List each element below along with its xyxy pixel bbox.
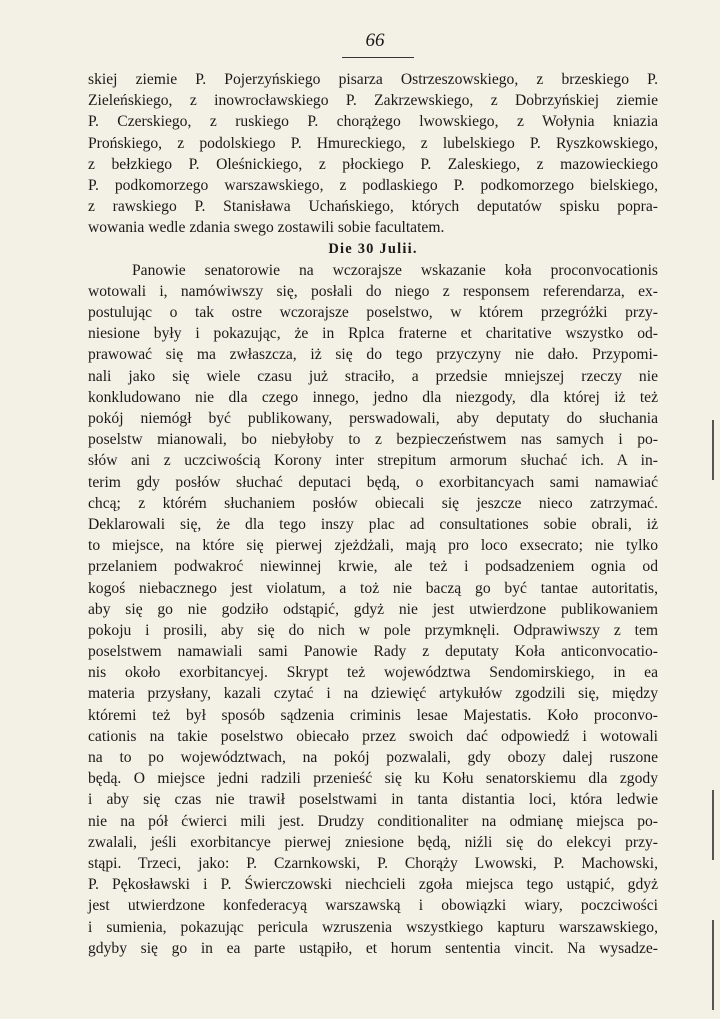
text-line: cationis na takie poselstwo obiecało przez swoich dać odpowiedź i wotowali: [88, 727, 658, 745]
text-line: Prońskiego, z podolskiego P. Hmureckiego, z lubelskiego P. Ryszkowskiego,: [88, 134, 658, 152]
text-line: nali jako się wiele czasu już straciło, a przedsie mniejszej rzeczy nie: [88, 367, 658, 385]
text-line: zwalali, jeśli exorbitancye pierwej zniesione będą, niźli się do elekcyi przy-: [88, 833, 658, 851]
text-line: pokój niemógł być publikowany, perswadowali, aby deputaty do słuchania: [88, 410, 658, 427]
text-line: nis około exorbitancyej. Skrypt też województwa Sendomirskiego, in ea: [88, 664, 658, 682]
page-number-rule: [342, 57, 414, 58]
text-line: wowania wedle zdania swego zostawili sobie facultatem.: [88, 219, 445, 237]
margin-mark: [712, 420, 720, 480]
text-line: to miejsce, na które się pierwej zjeżdżali, mają pro loco exsecrato; nie tylko: [88, 537, 658, 555]
text-line: będą. O miejsce jedni radzili przenieść się ku Kołu senatorskiemu dla zgody: [88, 770, 658, 788]
text-line: P. Czerskiego, z ruskiego P. chorążego lwowskiego, z Wołynia kniazia: [88, 113, 658, 131]
text-line: wotowali i, namówiwszy się, posłali do niego z responsem referendarza, ex-: [88, 282, 658, 300]
text-line: Zieleńskiego, z inowrocławskiego P. Zakrzewskiego, z Dobrzyńskiej ziemie: [88, 92, 658, 110]
text-line: P. Pękosławski i P. Świerczowski niechcieli zgoła miejsca tego ustąpić, gdyż: [88, 876, 658, 894]
margin-mark: [712, 790, 720, 860]
text-line: na to po województwach, na pokój pozwalali, gdy obozy dalej ruszone: [88, 749, 658, 766]
text-line: poselstwem namawiali sami Panowie Rady z deputaty Koła anticonvocatio-: [88, 643, 658, 661]
text-line: kogoś niebacznego jest violatum, a toż nie baczą go być tantae autoritatis,: [88, 579, 658, 597]
page-number: 66: [365, 30, 385, 51]
text-line: materia przysłany, kazali czytać i na dziewięć artykułów zgodzili się, między: [88, 685, 658, 703]
text-line: przelaniem podwakroć niewinnej krwie, ale też i podsadzeniem ognia od: [88, 558, 658, 576]
text-line: i aby się czas nie trawił poselstwami in tanta distantia loci, która ledwie: [88, 791, 658, 809]
text-line: stąpi. Trzeci, jako: P. Czarnkowski, P. Chorąży Lwowski, P. Machowski,: [88, 854, 658, 872]
text-line: niesione były i pokazując, że in Rplca fraterne et charitative wszystko od-: [88, 325, 658, 343]
text-line: jest utwierdzone konfederacyą warszawską i obowiązki wiary, poczciwości: [88, 897, 658, 915]
text-line: i sumienia, pokazując pericula wzruszenia wszystkiego kapturu warszawskiego,: [88, 918, 658, 936]
text-line: Panowie senatorowie na wczorajsze wskazanie koła proconvocationis: [132, 261, 658, 279]
text-line: z bełzkiego P. Oleśnickiego, z płockiego P. Zaleskiego, z mazowieckiego: [88, 155, 658, 173]
text-line: P. podkomorzego warszawskiego, z podlaskiego P. podkomorzego bielskiego,: [88, 176, 658, 194]
text-line: nie na pół ćwierci mili jest. Drudzy conditionaliter na odmianę miejsca po-: [88, 812, 658, 830]
margin-mark: [712, 920, 720, 1010]
paragraph-1: [88, 69, 658, 239]
text-line: słów ani z uczciwością Korony inter strepitum armorum słuchać ich. A in-: [88, 452, 658, 470]
text-line: konkludowano nie dla czego innego, jedno dla niezgody, dla której iż też: [88, 388, 658, 406]
text-line: terim gdy posłów słuchać deputaci będą, o exorbitancyach sami namawiać: [88, 473, 658, 491]
body-text: [88, 69, 658, 959]
text-line: gdyby się go in ea parte ustąpiło, et horum sententia vincit. Na wysadze-: [88, 939, 658, 957]
text-line: postulując o tak ostre wczorajsze poselstwo, w którem przegróżki przy-: [88, 304, 658, 322]
text-line: aby się go nie godziło odstąpić, gdyż nie jest utwierdzone publikowaniem: [88, 600, 658, 618]
text-line: któremi też był sposób sądzenia criminis lesae Majestatis. Koło proconvo-: [88, 706, 658, 724]
text-line: Deklarowali się, że dla tego inszy plac ad consultationes sobie obrali, iż: [88, 515, 658, 533]
text-line: pokoju i prosili, aby się do nich w pole przymknęli. Odprawiwszy z tem: [88, 621, 658, 639]
text-line: z rawskiego P. Stanisława Uchańskiego, których deputatów spisku popra-: [88, 198, 658, 216]
text-line: poselstw mianowali, bo niebyłoby to z bezpieczeństwem nas samych i po-: [88, 431, 658, 449]
paragraph-2: [88, 260, 658, 959]
date-heading: Die 30 Julii.: [328, 240, 418, 257]
text-line: skiej ziemie P. Pojerzyńskiego pisarza Ostrzeszowskiego, z brzeskiego P.: [88, 71, 658, 88]
text-line: prawować się ma zwłaszcza, iż się do tego przyczyny nie dało. Przypomi-: [88, 346, 658, 364]
text-line: chcą; z którém słuchaniem posłów obiecali się jeszcze nieco zatrzymać.: [88, 494, 658, 512]
